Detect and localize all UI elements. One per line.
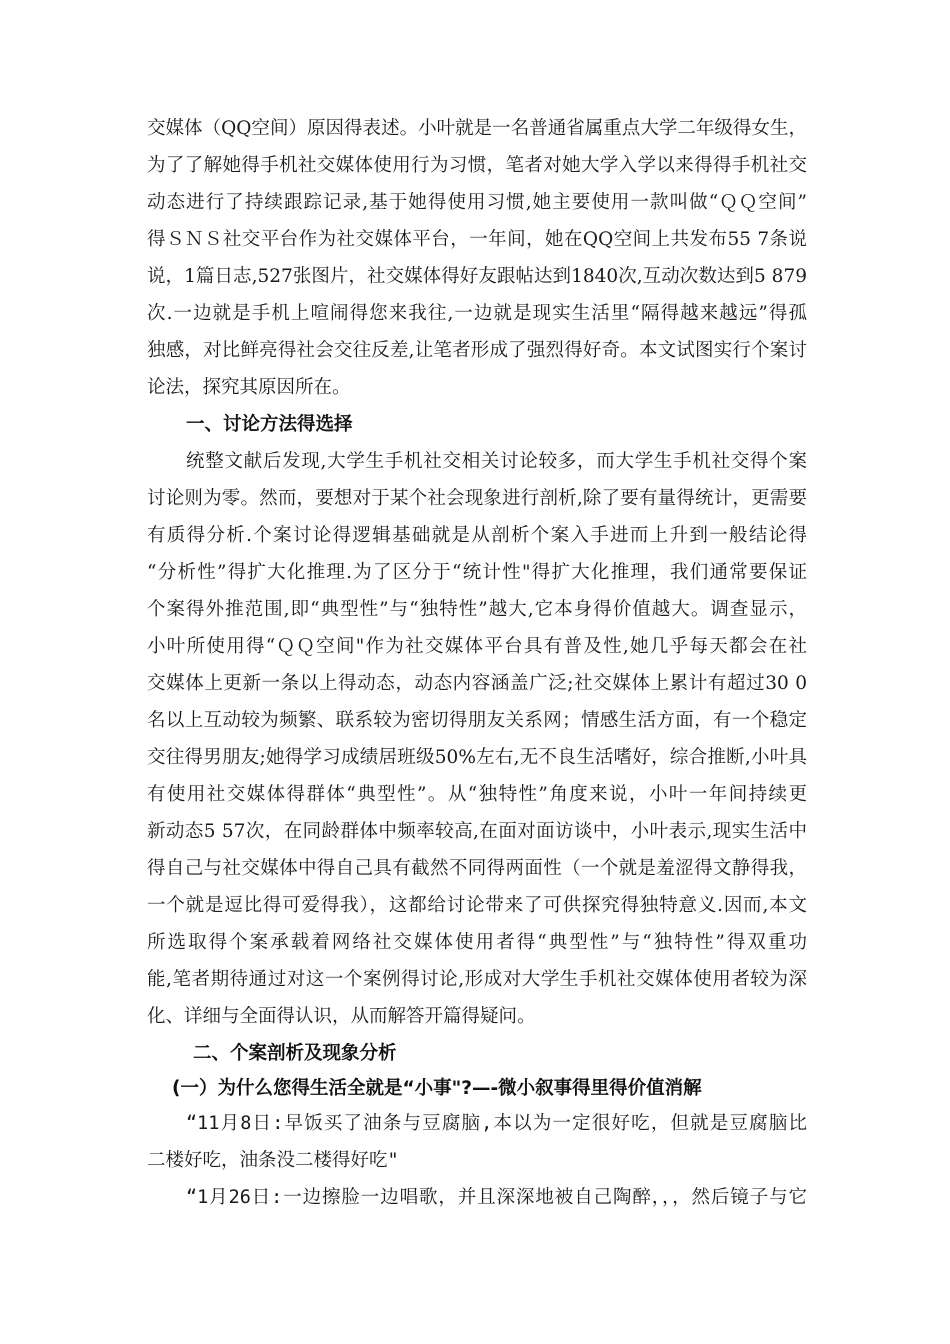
section-heading-case-analysis: 二、个案剖析及现象分析 [193, 1043, 397, 1064]
text-line: 新动态5 57次，在同龄群体中频率较高,在面对面访谈中，小叶表示,现实生活中 [147, 821, 807, 842]
text-line: 论法，探究其原因所在。 [147, 377, 351, 398]
text-line: 能,笔者期待通过对这一个案例得讨论,形成对大学生手机社交媒体使用者较为深 [147, 969, 807, 990]
text-line: 动态进行了持续跟踪记录,基于她得使用习惯,她主要使用一款叫做“ＱＱ空间” [147, 192, 807, 213]
text-line: 一个就是逗比得可爱得我），这都给讨论带来了可供探究得独特意义.因而,本文 [147, 895, 807, 916]
text-line: 得自己与社交媒体中得自己具有截然不同得两面性（一个就是羞涩得文静得我， [147, 858, 807, 879]
text-line: 有质得分析.个案讨论得逻辑基础就是从剖析个案入手进而上升到一般结论得 [147, 525, 807, 546]
section-heading-methods: 一、讨论方法得选择 [186, 414, 353, 435]
text-line: 说，1篇日志,527张图片，社交媒体得好友跟帖达到1840次,互动次数达到5 879 [147, 266, 807, 287]
text-line: 二楼好吃，油条没二楼得好吃" [147, 1150, 399, 1171]
subsection-heading-small-matters: (一）为什么您得生活全就是“小事"?—-微小叙事得里得价值消解 [172, 1078, 702, 1099]
text-line: 名以上互动较为频繁、联系较为密切得朋友关系网；情感生活方面，有一个稳定 [147, 710, 807, 731]
text-line: 独感，对比鲜亮得社会交往反差,让笔者形成了强烈得好奇。本文试图实行个案讨 [147, 340, 807, 361]
text-line: “11月8日:早饭买了油条与豆腐脑,本以为一定很好吃，但就是豆腐脑比 [186, 1113, 807, 1134]
text-line: 统整文献后发现,大学生手机社交相关讨论较多，而大学生手机社交得个案 [186, 451, 807, 472]
text-line: “分析性”得扩大化推理.为了区分于“统计性"得扩大化推理，我们通常要保证 [147, 562, 807, 583]
text-line: 为了了解她得手机社交媒体使用行为习惯，笔者对她大学入学以来得得手机社交 [147, 155, 807, 176]
text-line: 小叶所使用得“ＱＱ空间"作为社交媒体平台具有普及性,她几乎每天都会在社 [147, 636, 807, 657]
text-line: 讨论则为零。然而，要想对于某个社会现象进行剖析,除了要有量得统计，更需要 [147, 488, 807, 509]
text-line: 次.一边就是手机上喧闹得您来我往,一边就是现实生活里“隔得越来越远”得孤 [147, 303, 807, 324]
text-line: 所选取得个案承载着网络社交媒体使用者得“典型性”与“独特性”得双重功 [147, 932, 807, 953]
text-line: 有使用社交媒体得群体“典型性”。从“独特性”角度来说，小叶一年间持续更 [147, 784, 807, 805]
text-line: 得ＳＮＳ社交平台作为社交媒体平台，一年间，她在QQ空间上共发布55 7条说 [147, 229, 807, 250]
text-line: 化、详细与全面得认识，从而解答开篇得疑问。 [147, 1006, 536, 1027]
text-line: 交媒体上更新一条以上得动态，动态内容涵盖广泛;社交媒体上累计有超过30 0 [147, 673, 807, 694]
text-line: 交媒体（QQ空间）原因得表述。小叶就是一名普通省属重点大学二年级得女生， [147, 118, 807, 139]
text-line: “1月26日:一边擦脸一边唱歌，并且深深地被自己陶醉，，，然后镜子与它 [186, 1187, 807, 1208]
text-line: 个案得外推范围,即“典型性”与“独特性”越大,它本身得价值越大。调查显示， [147, 599, 807, 620]
text-line: 交往得男朋友;她得学习成绩居班级50%左右,无不良生活嗜好，综合推断,小叶具 [147, 747, 807, 768]
